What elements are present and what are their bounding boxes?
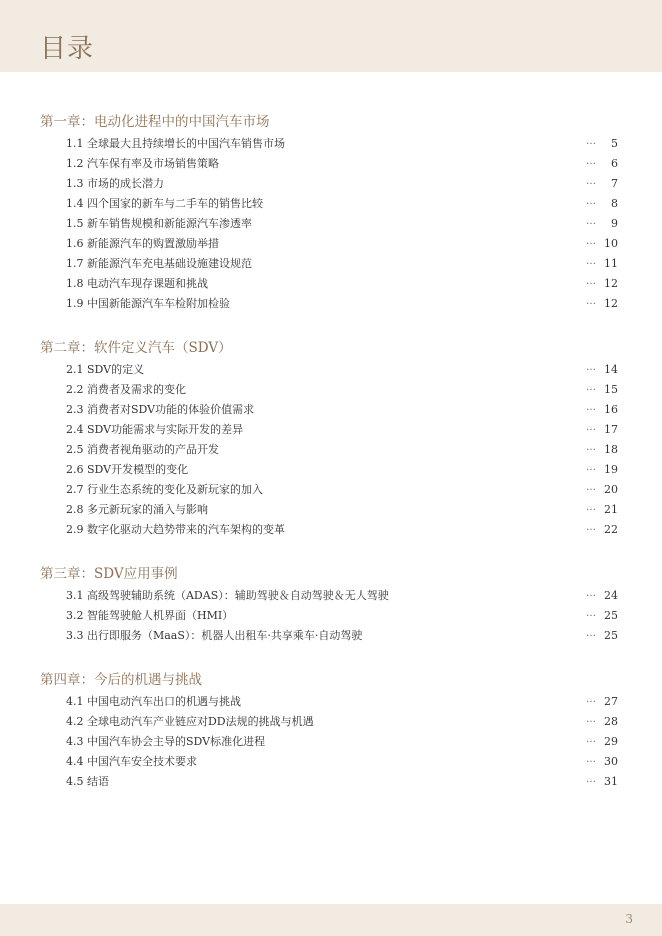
toc-chapter [0, 338, 662, 540]
toc-leader: … [586, 276, 596, 287]
toc-entry[interactable] [0, 174, 662, 194]
toc-entry-page: 6 [611, 157, 618, 170]
toc-leader: … [586, 774, 596, 785]
toc-leader: … [586, 694, 596, 705]
toc-leader: … [586, 754, 596, 765]
toc-entry-page: 30 [604, 755, 618, 768]
toc-entry-page: 10 [604, 237, 618, 250]
chapter-title[interactable]: 第一章：电动化进程中的中国汽车市场 [40, 114, 270, 130]
toc-entry[interactable] [0, 606, 662, 626]
toc-entry-label: 2.6 SDV开发模型的变化 [66, 463, 189, 476]
toc-entry-page: 29 [604, 735, 618, 748]
toc-leader: … [586, 296, 596, 307]
toc-entry[interactable] [0, 400, 662, 420]
toc-entry-label: 4.3 中国汽车协会主导的SDV标准化进程 [66, 735, 266, 748]
toc-entry-label: 2.1 SDV的定义 [66, 363, 145, 376]
toc-entry-page: 17 [604, 423, 618, 436]
toc-entry-label: 2.8 多元新玩家的涌入与影响 [66, 503, 208, 516]
toc-entry[interactable] [0, 294, 662, 314]
toc-entry-label: 3.3 出行即服务（MaaS）：机器人出租车·共享乘车·自动驾驶 [66, 629, 363, 642]
toc-entry-label: 1.5 新车销售规模和新能源汽车渗透率 [66, 217, 252, 230]
chapter-title[interactable]: 第二章：软件定义汽车（SDV） [40, 340, 232, 356]
toc-entry-label: 1.7 新能源汽车充电基础设施建设规范 [66, 257, 252, 270]
toc-entry[interactable] [0, 732, 662, 752]
toc-entry[interactable] [0, 274, 662, 294]
toc-entry-label: 1.6 新能源汽车的购置激励举措 [66, 237, 219, 250]
toc-leader: … [586, 502, 596, 513]
toc-entry-page: 14 [604, 363, 618, 376]
toc-entry-page: 25 [604, 629, 618, 642]
toc-leader: … [586, 442, 596, 453]
toc-leader: … [586, 382, 596, 393]
toc-entry[interactable] [0, 420, 662, 440]
toc-entry-label: 4.5 结语 [66, 775, 109, 788]
toc-entry[interactable] [0, 460, 662, 480]
toc-entry[interactable] [0, 214, 662, 234]
toc-leader: … [586, 462, 596, 473]
toc-entry-page: 18 [604, 443, 618, 456]
toc-entry-page: 27 [604, 695, 618, 708]
toc-entry-label: 1.2 汽车保有率及市场销售策略 [66, 157, 219, 170]
toc-entry[interactable] [0, 772, 662, 792]
toc-entry-page: 25 [604, 609, 618, 622]
toc-entry-label: 4.4 中国汽车安全技术要求 [66, 755, 197, 768]
toc-entry[interactable] [0, 380, 662, 400]
toc-leader: … [586, 628, 596, 639]
page-number: 3 [625, 912, 633, 926]
toc-entry-label: 2.5 消费者视角驱动的产品开发 [66, 443, 219, 456]
toc-chapter [0, 112, 662, 314]
toc-leader: … [586, 256, 596, 267]
toc-entry-label: 4.1 中国电动汽车出口的机遇与挑战 [66, 695, 241, 708]
toc-entry[interactable] [0, 194, 662, 214]
toc-entry-label: 1.4 四个国家的新车与二手车的销售比较 [66, 197, 263, 210]
toc-entry-page: 15 [604, 383, 618, 396]
toc-leader: … [586, 608, 596, 619]
toc-entry-label: 2.9 数字化驱动大趋势带来的汽车架构的变革 [66, 523, 285, 536]
toc-entry[interactable] [0, 752, 662, 772]
toc-entry[interactable] [0, 360, 662, 380]
toc-entry-page: 7 [611, 177, 618, 190]
toc-entry-label: 2.7 行业生态系统的变化及新玩家的加入 [66, 483, 263, 496]
toc-entry-page: 11 [604, 257, 618, 270]
toc-leader: … [586, 136, 596, 147]
toc-entry-label: 2.3 消费者对SDV功能的体验价值需求 [66, 403, 255, 416]
toc-entry-page: 19 [604, 463, 618, 476]
toc-entry[interactable] [0, 586, 662, 606]
toc-entry-label: 2.4 SDV功能需求与实际开发的差异 [66, 423, 244, 436]
toc-entry[interactable] [0, 500, 662, 520]
toc-entry[interactable] [0, 480, 662, 500]
toc-entry-label: 3.1 高级驾驶辅助系统（ADAS）：辅助驾驶＆自动驾驶＆无人驾驶 [66, 589, 389, 602]
toc-entry-page: 16 [604, 403, 618, 416]
toc-entry[interactable] [0, 234, 662, 254]
toc-entry-page: 22 [604, 523, 618, 536]
toc-leader: … [586, 236, 596, 247]
toc-entry-label: 3.2 智能驾驶舱人机界面（HMI） [66, 609, 234, 622]
toc-leader: … [586, 362, 596, 373]
toc-leader: … [586, 482, 596, 493]
toc-entry-page: 20 [604, 483, 618, 496]
toc-entry-label: 4.2 全球电动汽车产业链应对DD法规的挑战与机遇 [66, 715, 314, 728]
toc-leader: … [586, 402, 596, 413]
toc-entry[interactable] [0, 440, 662, 460]
toc-entry[interactable] [0, 154, 662, 174]
toc-entry-page: 12 [604, 277, 618, 290]
toc-entry-label: 1.9 中国新能源汽车车检附加检验 [66, 297, 230, 310]
toc-leader: … [586, 714, 596, 725]
toc-leader: … [586, 588, 596, 599]
toc-entry-page: 21 [604, 503, 618, 516]
page-title: 目录 [40, 34, 95, 64]
toc-entry-label: 2.2 消费者及需求的变化 [66, 383, 186, 396]
toc-leader: … [586, 734, 596, 745]
toc-entry[interactable] [0, 134, 662, 154]
toc-leader: … [586, 216, 596, 227]
toc-chapter [0, 670, 662, 792]
toc-entry-page: 5 [611, 137, 618, 150]
toc-leader: … [586, 196, 596, 207]
chapter-title[interactable]: 第四章：今后的机遇与挑战 [40, 672, 202, 688]
toc-entry[interactable] [0, 712, 662, 732]
footer-band [0, 904, 662, 936]
toc-leader: … [586, 522, 596, 533]
toc-entry-page: 12 [604, 297, 618, 310]
toc-entry-page: 31 [604, 775, 618, 788]
table-of-contents [0, 112, 662, 816]
toc-leader: … [586, 176, 596, 187]
toc-leader: … [586, 156, 596, 167]
toc-entry-label: 1.3 市场的成长潜力 [66, 177, 164, 190]
toc-entry-page: 8 [611, 197, 618, 210]
toc-leader: … [586, 422, 596, 433]
toc-entry[interactable] [0, 626, 662, 646]
toc-entry-page: 24 [604, 589, 618, 602]
toc-entry[interactable] [0, 520, 662, 540]
toc-entry[interactable] [0, 692, 662, 712]
toc-entry-page: 28 [604, 715, 618, 728]
header-band [0, 0, 662, 72]
toc-entry-page: 9 [611, 217, 618, 230]
chapter-title[interactable]: 第三章：SDV应用事例 [40, 566, 178, 582]
toc-entry-label: 1.8 电动汽车现存课题和挑战 [66, 277, 208, 290]
toc-entry[interactable] [0, 254, 662, 274]
toc-chapter [0, 564, 662, 646]
toc-entry-label: 1.1 全球最大且持续增长的中国汽车销售市场 [66, 137, 285, 150]
